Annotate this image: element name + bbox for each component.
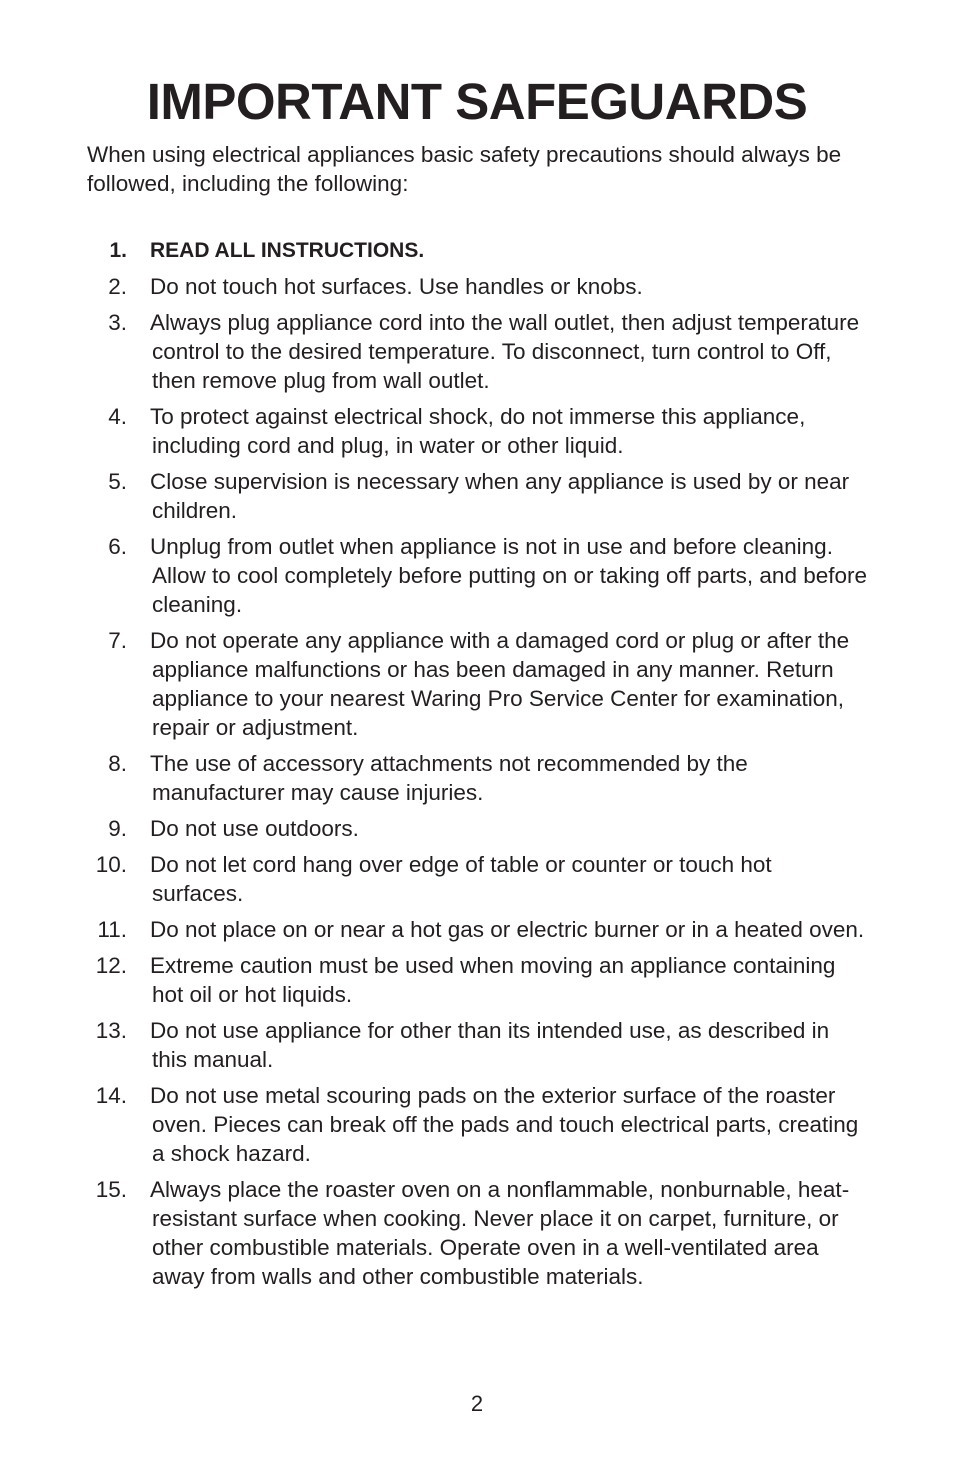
- safeguard-item-2: [87, 272, 867, 301]
- safeguard-item-14: [87, 1081, 867, 1168]
- item-text: Extreme caution must be used when moving an appliance containing hot oil or hot liquids.: [150, 953, 836, 1007]
- item-number: 13.: [95, 1018, 127, 1043]
- item-text: To protect against electrical shock, do not immerse this appliance, including cord and plug, in water or other liquid.: [150, 404, 806, 458]
- item-text: Close supervision is necessary when any appliance is used by or near children.: [150, 469, 850, 523]
- safeguard-item-6: [87, 532, 867, 619]
- safeguards-list: [87, 236, 867, 1298]
- item-number: 10.: [95, 852, 127, 877]
- safeguard-item-9: [87, 814, 867, 843]
- item-text: Do not use metal scouring pads on the exterior surface of the roaster oven. Pieces can break off the pads and touch electrical parts, creating a shock hazard.: [150, 1083, 859, 1166]
- safeguard-item-15: [87, 1175, 867, 1291]
- safeguard-item-11: [87, 915, 867, 944]
- item-text: Do not touch hot surfaces. Use handles or knobs.: [150, 274, 643, 299]
- item-text: The use of accessory attachments not recommended by the manufacturer may cause injuries.: [150, 751, 748, 805]
- item-number: 12.: [95, 953, 127, 978]
- item-text: Do not let cord hang over edge of table or counter or touch hot surfaces.: [150, 852, 772, 906]
- safeguard-item-10: [87, 850, 867, 908]
- safeguard-item-1: [87, 236, 867, 265]
- safeguard-item-8: [87, 749, 867, 807]
- item-number: 14.: [95, 1083, 127, 1108]
- item-text: Do not place on or near a hot gas or electric burner or in a heated oven.: [150, 917, 865, 942]
- item-number: 9.: [108, 816, 127, 841]
- item-text: READ ALL INSTRUCTIONS.: [150, 239, 425, 262]
- page-number: 2: [470, 1391, 484, 1416]
- item-text: Always plug appliance cord into the wall outlet, then adjust temperature control to the desired temperature. To disconnect, turn control to Off, then remove plug from wall outlet.: [150, 310, 860, 393]
- item-number: 15.: [95, 1177, 127, 1202]
- item-number: 5.: [108, 469, 127, 494]
- safeguard-item-5: [87, 467, 867, 525]
- safeguard-item-13: [87, 1016, 867, 1074]
- item-number: 3.: [108, 310, 127, 335]
- item-number: 8.: [108, 751, 127, 776]
- intro-paragraph: When using electrical appliances basic safety precautions should always be followed, including the following:: [87, 142, 842, 196]
- item-number: 7.: [108, 628, 127, 653]
- item-number: 11.: [97, 917, 127, 942]
- page-title: IMPORTANT SAFEGUARDS: [146, 73, 808, 130]
- safeguard-item-7: [87, 626, 867, 742]
- item-text: Do not use outdoors.: [150, 816, 359, 841]
- item-number: 6.: [108, 534, 127, 559]
- item-number: 2.: [108, 274, 127, 299]
- item-number: 1.: [109, 239, 127, 262]
- item-text: Do not operate any appliance with a damaged cord or plug or after the appliance malfunctions or has been damaged in any manner. Return appliance to your nearest Waring Pro Service Center for examination, repair or adjustment.: [150, 628, 850, 740]
- safeguard-item-12: [87, 951, 867, 1009]
- item-text: Unplug from outlet when appliance is not in use and before cleaning. Allow to cool completely before putting on or taking off parts, and before cleaning.: [150, 534, 868, 617]
- safeguard-item-3: [87, 308, 867, 395]
- item-number: 4.: [108, 404, 127, 429]
- item-text: Do not use appliance for other than its intended use, as described in this manual.: [150, 1018, 830, 1072]
- item-text: Always place the roaster oven on a nonflammable, nonburnable, heat-resistant surface when cooking. Never place it on carpet, furniture, or other combustible materials. Operate oven in a well-ventilated area away from walls and other combustible materials.: [150, 1177, 850, 1289]
- safeguard-item-4: [87, 402, 867, 460]
